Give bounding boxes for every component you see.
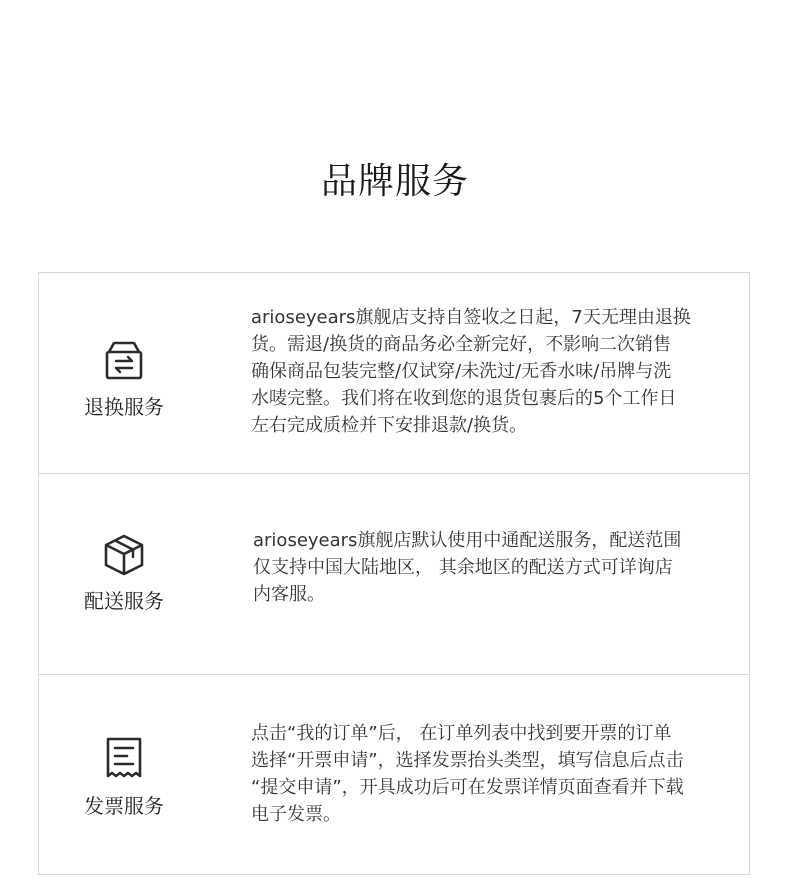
invoice-receipt-icon — [101, 735, 147, 781]
service-description: arioseyears旗舰店支持自签收之日起，7天无理由退换 货。需退/换货的商品务必全新完好，不影响二次销售 确保商品包装完整/仅试穿/未洗过/无香水味/吊牌与洗 水唛完整。我们将在收到您的退货包裹后的5个工作日 左右完成质检并下安排退款/换货。 — [251, 307, 691, 436]
page-title: 品牌服务 — [320, 161, 469, 202]
service-row-invoice — [39, 675, 749, 874]
service-description: 点击“我的订单”后， 在订单列表中找到要开票的订单 选择“开票申请”，选择发票抬头类型，填写信息后点击 “提交申请”，开具成功后可在发票详情页面查看并下载 电子发票。 — [251, 723, 684, 825]
service-name: 配送服务 — [84, 589, 164, 613]
service-label-cell — [39, 474, 209, 674]
package-cube-icon — [101, 532, 147, 578]
return-box-icon — [101, 337, 147, 383]
service-label-cell — [39, 273, 209, 473]
service-description: arioseyears旗舰店默认使用中通配送服务，配送范围 仅支持中国大陆地区， 其余地区的配送方式可详询店 内客服。 — [253, 530, 682, 605]
service-row-delivery — [39, 474, 749, 675]
service-table — [38, 272, 750, 875]
service-row-return — [39, 273, 749, 474]
service-name: 退换服务 — [84, 395, 164, 419]
service-name: 发票服务 — [84, 794, 164, 818]
service-label-cell — [39, 675, 209, 874]
